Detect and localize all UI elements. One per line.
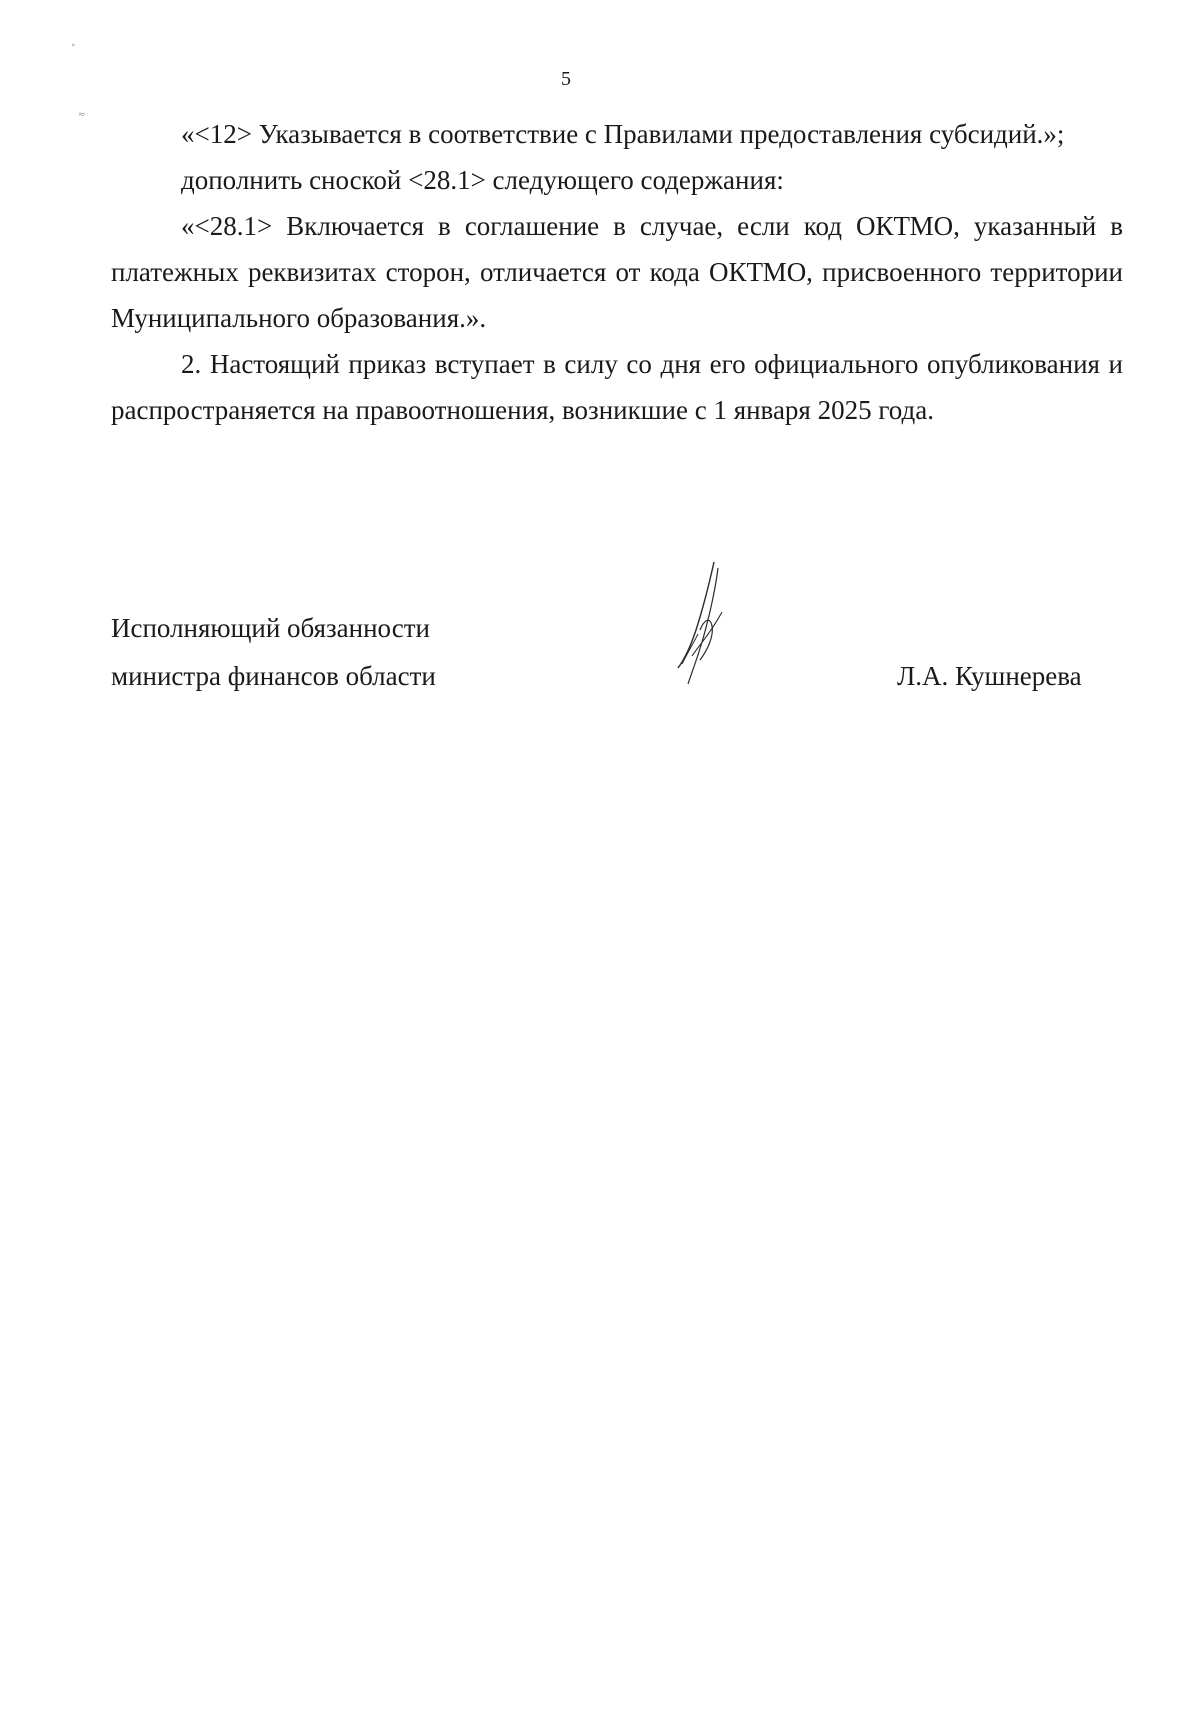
- footnote-12-paragraph: «<12> Указывается в соответствие с Правилами предоставления субсидий.»;: [181, 119, 1065, 149]
- signer-position-line-2: министра финансов области: [111, 661, 436, 691]
- scan-artifact: ≈: [78, 110, 86, 120]
- page-number: 5: [561, 68, 571, 90]
- signer-name: Л.А. Кушнерева: [897, 661, 1082, 691]
- document-body: [111, 111, 1123, 433]
- add-footnote-paragraph: дополнить сноской <28.1> следующего содержания:: [181, 165, 784, 195]
- signer-position: [111, 604, 436, 700]
- footnote-28-1-paragraph: «<28.1> Включается в соглашение в случае, если код ОКТМО, указанный в платежных реквизитах сторон, отличается от кода ОКТМО, присвоенного территории Муниципального образования.».: [111, 211, 1123, 333]
- signer-position-line-1: Исполняющий обязанности: [111, 613, 430, 643]
- handwritten-signature: [670, 560, 750, 690]
- effective-date-paragraph: 2. Настоящий приказ вступает в силу со дня его официального опубликования и распространяется на правоотношения, возникшие с 1 января 2025 года.: [111, 349, 1123, 425]
- scan-artifact: °: [71, 43, 76, 53]
